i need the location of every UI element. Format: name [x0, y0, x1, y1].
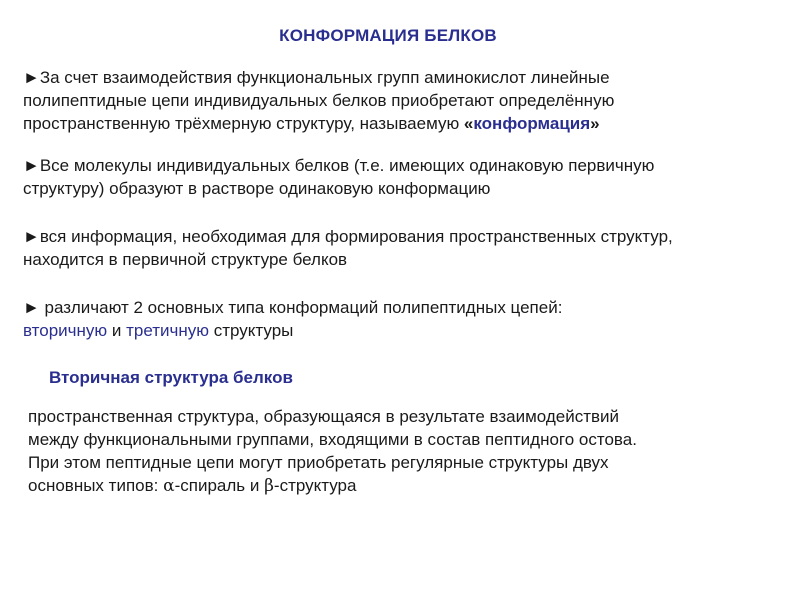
paragraph-same-conformation — [23, 154, 793, 200]
section-heading-secondary-structure: Вторичная структура белков — [49, 368, 293, 387]
text-line: между функциональными группами, входящими в состав пептидного остова. — [28, 430, 637, 449]
beta-symbol: β — [264, 476, 274, 496]
text-line: ► различают 2 основных типа конформаций полипептидных цепей: — [23, 298, 563, 317]
text-line — [23, 319, 793, 342]
text-fragment: -спираль и — [174, 476, 265, 495]
term-secondary: вторичную — [23, 321, 108, 340]
term-conformation: конформация — [473, 114, 591, 133]
text-line: структуру) образуют в растворе одинаковую конформацию — [23, 179, 491, 198]
text-fragment: пространственную трёхмерную структуру, называемую — [23, 114, 464, 133]
text-fragment: основных типов: — [28, 476, 164, 495]
text-line: ►За счет взаимодействия функциональных групп аминокислот линейные — [23, 68, 610, 87]
alpha-symbol: α — [163, 476, 175, 496]
text-fragment: структуры — [209, 321, 294, 340]
text-line — [28, 474, 778, 498]
paragraph-conformation-definition — [23, 66, 793, 135]
text-line — [23, 112, 793, 135]
paragraph-conformation-types — [23, 296, 793, 342]
text-fragment: и — [107, 321, 127, 340]
text-line: ►Все молекулы индивидуальных белков (т.е. имеющих одинаковую первичную — [23, 156, 655, 175]
text-line: При этом пептидные цепи могут приобретать регулярные структуры двух — [28, 453, 609, 472]
text-fragment: -структура — [273, 476, 357, 495]
text-line: ►вся информация, необходимая для формирования пространственных структур, — [23, 227, 673, 246]
text-line: пространственная структура, образующаяся в результате взаимодействий — [28, 407, 620, 426]
paragraph-primary-structure-info — [23, 225, 793, 271]
quote-open: « — [463, 114, 474, 133]
quote-close: » — [590, 114, 600, 133]
term-tertiary: третичную — [126, 321, 210, 340]
text-line: полипептидные цепи индивидуальных белков приобретают определённую — [23, 91, 615, 110]
paragraph-secondary-structure-definition — [28, 405, 778, 498]
text-line: находится в первичной структуре белков — [23, 250, 348, 269]
slide-title: КОНФОРМАЦИЯ БЕЛКОВ — [279, 26, 497, 45]
